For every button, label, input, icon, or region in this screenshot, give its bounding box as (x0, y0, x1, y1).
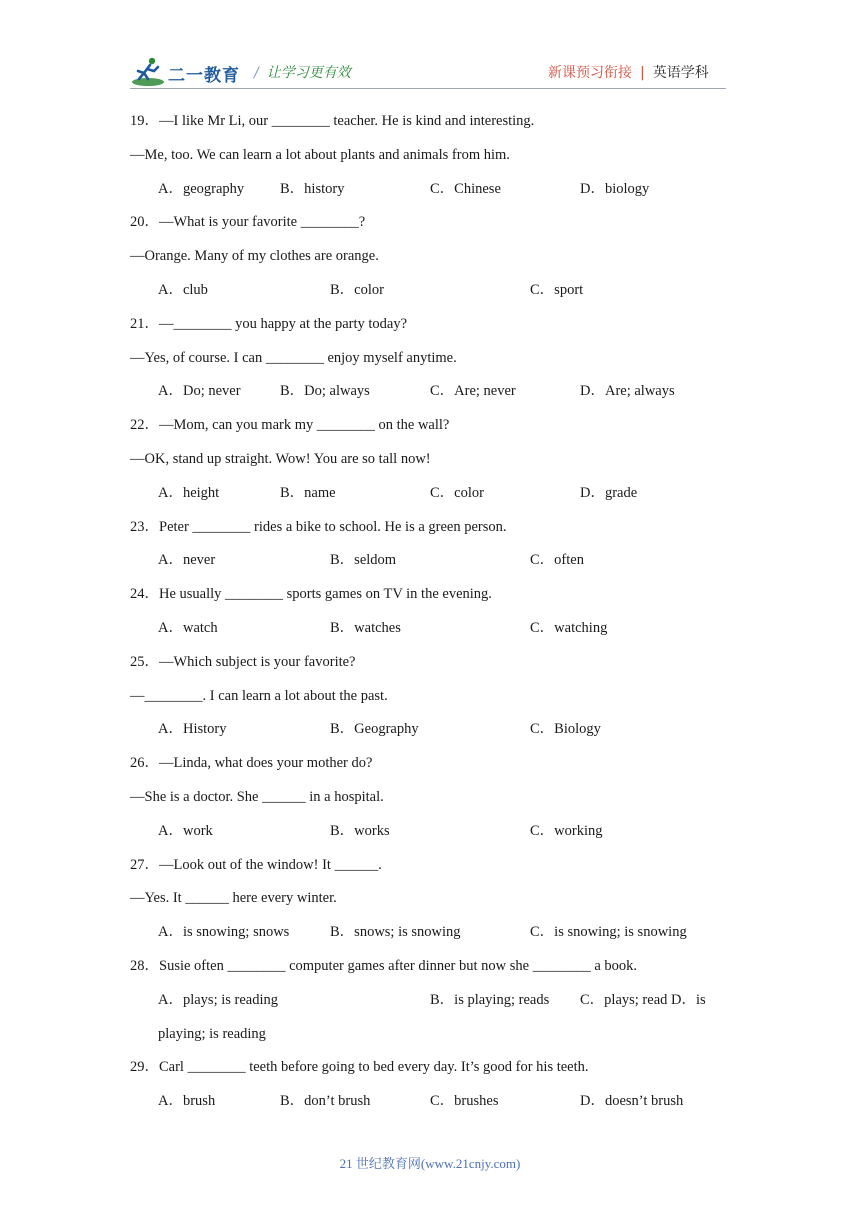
header-divider: | (640, 65, 645, 81)
option-a: A．plays; is reading (158, 991, 279, 1008)
question-item (130, 511, 726, 579)
question-item (130, 409, 726, 510)
option-b: B．name (280, 484, 336, 501)
question-stem: 26．—Linda, what does your mother do? (130, 755, 373, 772)
question-dialogue-line: —She is a doctor. She ______ in a hospital. (130, 788, 384, 805)
logo-text: 二一教育 (168, 66, 240, 86)
option-d: D．grade (580, 484, 638, 501)
question-item (130, 849, 726, 950)
header-right (548, 62, 709, 82)
option-continuation: playing; is reading (158, 1025, 266, 1042)
option-c: C．plays; read D．is (580, 991, 706, 1008)
option-c: C．is snowing; is snowing (530, 924, 687, 941)
question-list (130, 105, 726, 1119)
option-b: B．Geography (330, 721, 419, 738)
question-dialogue-line: —Yes, of course. I can ________ enjoy myself anytime. (130, 349, 457, 366)
option-c: C．often (530, 552, 584, 569)
option-a: A．club (158, 281, 208, 298)
options-row (130, 544, 726, 578)
options-row (130, 612, 726, 646)
option-b: B．seldom (330, 552, 397, 569)
question-stem: 19．—I like Mr Li, our ________ teacher. He is kind and interesting. (130, 113, 535, 129)
question-stem: 25．—Which subject is your favorite? (130, 653, 356, 670)
option-c: C．working (530, 822, 603, 839)
option-a: A．History (158, 721, 227, 738)
options-row (130, 375, 726, 409)
question-stem: 28．Susie often ________ computer games after dinner but now she ________ a book. (130, 957, 638, 974)
option-c: C．brushes (430, 1093, 499, 1110)
question-dialogue-line: —________. I can learn a lot about the past. (130, 687, 388, 704)
option-b: B．is playing; reads (430, 991, 550, 1008)
question-stem: 24．He usually ________ sports games on TV in the evening. (130, 586, 492, 603)
option-b: B．don’t brush (280, 1093, 371, 1110)
option-a: A．is snowing; snows (158, 924, 290, 941)
page-header (0, 0, 860, 100)
option-a: A．work (158, 822, 213, 839)
question-item (130, 105, 726, 206)
option-a: A．never (158, 552, 216, 569)
options-row (130, 173, 726, 207)
question-stem: 22．—Mom, can you mark my ________ on the wall? (130, 417, 450, 434)
runner-logo-icon (130, 56, 166, 88)
option-a: A．height (158, 484, 220, 501)
page-footer: 21 世纪教育网(www.21cnjy.com) (339, 1156, 521, 1171)
option-c: C．Chinese (430, 180, 501, 197)
question-item (130, 206, 726, 307)
option-b: B．history (280, 180, 345, 197)
header-rule (130, 88, 726, 89)
question-stem: 27．—Look out of the window! It ______. (130, 856, 382, 873)
options-row (130, 274, 726, 308)
question-stem: 21．—________ you happy at the party today? (130, 315, 408, 332)
option-a: A．geography (158, 180, 245, 197)
question-stem: 29．Carl ________ teeth before going to bed every day. It’s good for his teeth. (130, 1059, 589, 1076)
option-b: B．works (330, 822, 390, 839)
question-item (130, 646, 726, 747)
question-item (130, 950, 726, 1051)
question-item (130, 1051, 726, 1119)
options-row (130, 916, 726, 950)
option-b: B．watches (330, 619, 401, 636)
slogan-text: 让学习更有效 (266, 65, 351, 81)
option-d: D．Are; always (580, 383, 675, 400)
option-b: B．snows; is snowing (330, 924, 461, 941)
option-c: C．color (430, 484, 484, 501)
option-c: C．sport (530, 281, 584, 298)
option-c: C．Biology (530, 721, 601, 738)
question-stem: 20．—What is your favorite ________? (130, 214, 366, 231)
option-d: D．doesn’t brush (580, 1093, 684, 1110)
option-d: D．biology (580, 180, 650, 197)
options-row (130, 984, 726, 1018)
option-c: C．Are; never (430, 383, 516, 400)
option-a: A．Do; never (158, 383, 241, 400)
question-stem: 23．Peter ________ rides a bike to school. He is a green person. (130, 518, 507, 535)
options-row (130, 815, 726, 849)
subject-label: 英语学科 (652, 65, 709, 81)
question-dialogue-line: —OK, stand up straight. Wow! You are so tall now! (130, 450, 431, 467)
options-row (130, 713, 726, 747)
option-b: B．Do; always (280, 383, 370, 400)
option-c: C．watching (530, 619, 608, 636)
option-a: A．brush (158, 1093, 216, 1110)
slogan: / 让学习更有效 (254, 65, 351, 81)
question-dialogue-line: —Me, too. We can learn a lot about plants and animals from him. (130, 146, 510, 163)
options-row (130, 1085, 726, 1119)
course-label: 新课预习衔接 (548, 65, 632, 81)
question-item (130, 308, 726, 409)
question-dialogue-line: —Orange. Many of my clothes are orange. (130, 248, 379, 265)
question-dialogue-line: —Yes. It ______ here every winter. (130, 890, 337, 907)
option-a: A．watch (158, 619, 218, 636)
question-item (130, 747, 726, 848)
option-b: B．color (330, 281, 384, 298)
options-row (130, 477, 726, 511)
question-item (130, 578, 726, 646)
